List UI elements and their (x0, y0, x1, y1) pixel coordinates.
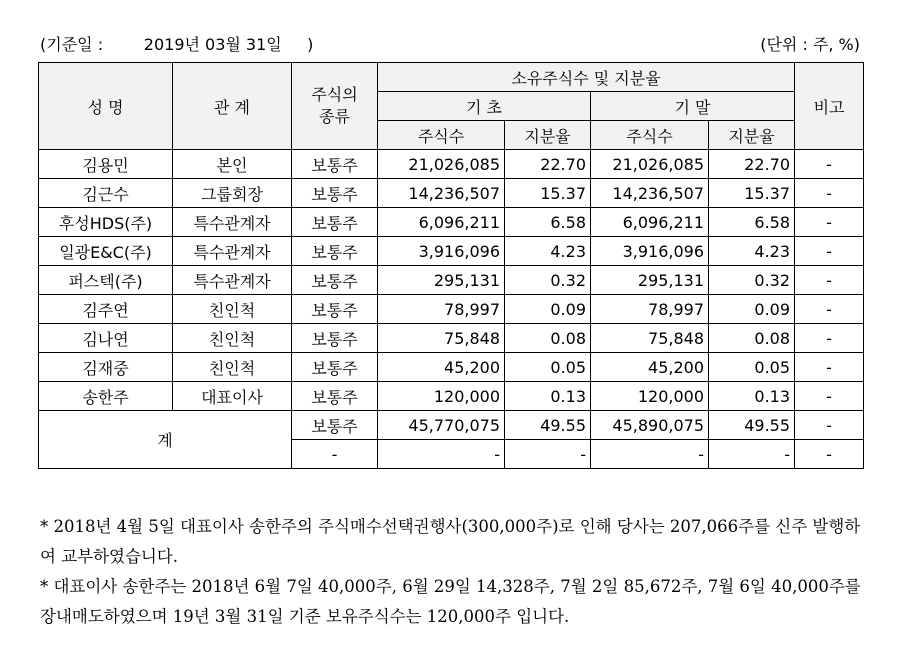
cell-begin-ratio: 0.32 (505, 266, 591, 295)
cell-relation: 특수관계자 (173, 237, 292, 266)
cell-begin-ratio: 0.08 (505, 324, 591, 353)
table-row (39, 179, 864, 208)
header-end-ratio: 지분율 (709, 121, 795, 150)
cell-remarks: - (795, 411, 864, 440)
table-row (39, 208, 864, 237)
header-holdings: 소유주식수 및 지분율 (378, 63, 795, 92)
cell-end-shares: 78,997 (591, 295, 709, 324)
cell-begin-ratio: 4.23 (505, 237, 591, 266)
cell-stock-type: 보통주 (292, 266, 378, 295)
cell-end-shares: 75,848 (591, 324, 709, 353)
cell-begin-ratio: 22.70 (505, 150, 591, 179)
cell-begin-ratio: 0.05 (505, 353, 591, 382)
cell-remarks: - (795, 150, 864, 179)
cell-relation: 그룹회장 (173, 179, 292, 208)
cell-stock-type: 보통주 (292, 208, 378, 237)
cell-remarks: - (795, 324, 864, 353)
cell-name: 김용민 (39, 150, 173, 179)
cell-remarks: - (795, 382, 864, 411)
cell-end-ratio: 49.55 (709, 411, 795, 440)
shareholding-table (38, 62, 864, 469)
cell-end-shares: 3,916,096 (591, 237, 709, 266)
cell-end-ratio: 6.58 (709, 208, 795, 237)
table-row (39, 266, 864, 295)
cell-stock-type: 보통주 (292, 295, 378, 324)
cell-begin-shares: 14,236,507 (378, 179, 505, 208)
cell-stock-type: 보통주 (292, 353, 378, 382)
cell-stock-type: 보통주 (292, 324, 378, 353)
cell-begin-ratio: 0.13 (505, 382, 591, 411)
header-end-shares: 주식수 (591, 121, 709, 150)
cell-name: 김나연 (39, 324, 173, 353)
cell-end-shares: - (591, 440, 709, 469)
cell-name: 일광E&C(주) (39, 237, 173, 266)
cell-name: 김주연 (39, 295, 173, 324)
cell-begin-shares: 45,770,075 (378, 411, 505, 440)
cell-remarks: - (795, 237, 864, 266)
cell-end-ratio: 0.13 (709, 382, 795, 411)
cell-stock-type: 보통주 (292, 237, 378, 266)
cell-stock-type: 보통주 (292, 411, 378, 440)
header-begin-shares: 주식수 (378, 121, 505, 150)
header-begin: 기 초 (378, 92, 591, 121)
cell-stock-type: 보통주 (292, 150, 378, 179)
cell-begin-ratio: 0.09 (505, 295, 591, 324)
unit-label: (단위 : 주, %) (760, 35, 860, 54)
cell-relation: 대표이사 (173, 382, 292, 411)
table-row (39, 150, 864, 179)
cell-remarks: - (795, 353, 864, 382)
table-row (39, 382, 864, 411)
cell-end-ratio: 4.23 (709, 237, 795, 266)
cell-name: 김근수 (39, 179, 173, 208)
header-end: 기 말 (591, 92, 795, 121)
table-row (39, 237, 864, 266)
cell-remarks: - (795, 440, 864, 469)
cell-begin-shares: 21,026,085 (378, 150, 505, 179)
header-stock-type: 주식의 종류 (292, 63, 378, 150)
cell-end-ratio: 15.37 (709, 179, 795, 208)
cell-begin-ratio: - (505, 440, 591, 469)
cell-relation: 본인 (173, 150, 292, 179)
cell-end-shares: 14,236,507 (591, 179, 709, 208)
cell-begin-shares: 78,997 (378, 295, 505, 324)
cell-end-shares: 120,000 (591, 382, 709, 411)
table-row (39, 295, 864, 324)
cell-relation: 특수관계자 (173, 266, 292, 295)
footnote: * 2018년 4월 5일 대표이사 송한주의 주식매수선택권행사(300,000주)로 인해 당사는 207,066주를 신주 발행하여 교부하였습니다. (40, 517, 861, 566)
cell-begin-shares: 75,848 (378, 324, 505, 353)
cell-end-ratio: 0.09 (709, 295, 795, 324)
cell-name: 김재중 (39, 353, 173, 382)
cell-remarks: - (795, 208, 864, 237)
cell-remarks: - (795, 266, 864, 295)
cell-begin-shares: 120,000 (378, 382, 505, 411)
header-name: 성 명 (39, 63, 173, 150)
cell-end-ratio: 0.08 (709, 324, 795, 353)
cell-stock-type: 보통주 (292, 179, 378, 208)
footnote: * 대표이사 송한주는 2018년 6월 7일 40,000주, 6월 29일 14,328주, 7월 2일 85,672주, 7월 6일 40,000주를 장내매도하였으며 19년 3월 31일 기준 보유주식수는 120,000주 입니다. (40, 577, 861, 626)
cell-remarks: - (795, 295, 864, 324)
cell-end-shares: 45,200 (591, 353, 709, 382)
header-remarks: 비고 (795, 63, 864, 150)
cell-end-shares: 45,890,075 (591, 411, 709, 440)
cell-begin-shares: - (378, 440, 505, 469)
table-row (39, 353, 864, 382)
cell-end-ratio: 22.70 (709, 150, 795, 179)
cell-end-ratio: 0.05 (709, 353, 795, 382)
cell-relation: 특수관계자 (173, 208, 292, 237)
cell-begin-shares: 3,916,096 (378, 237, 505, 266)
cell-stock-type: - (292, 440, 378, 469)
footnotes (40, 512, 870, 632)
header-relation: 관 계 (173, 63, 292, 150)
cell-end-shares: 6,096,211 (591, 208, 709, 237)
cell-begin-shares: 6,096,211 (378, 208, 505, 237)
header-begin-ratio: 지분율 (505, 121, 591, 150)
total-label: 계 (39, 411, 292, 469)
cell-remarks: - (795, 179, 864, 208)
cell-name: 퍼스텍(주) (39, 266, 173, 295)
total-row (39, 411, 864, 440)
cell-end-ratio: - (709, 440, 795, 469)
cell-relation: 친인척 (173, 295, 292, 324)
cell-begin-shares: 45,200 (378, 353, 505, 382)
cell-begin-ratio: 6.58 (505, 208, 591, 237)
cell-end-ratio: 0.32 (709, 266, 795, 295)
cell-name: 송한주 (39, 382, 173, 411)
cell-relation: 친인척 (173, 353, 292, 382)
cell-end-shares: 21,026,085 (591, 150, 709, 179)
base-date: (기준일 : 2019년 03월 31일 ) (40, 35, 314, 54)
cell-name: 후성HDS(주) (39, 208, 173, 237)
cell-begin-ratio: 49.55 (505, 411, 591, 440)
cell-begin-shares: 295,131 (378, 266, 505, 295)
cell-stock-type: 보통주 (292, 382, 378, 411)
cell-begin-ratio: 15.37 (505, 179, 591, 208)
cell-relation: 친인척 (173, 324, 292, 353)
table-row (39, 324, 864, 353)
cell-end-shares: 295,131 (591, 266, 709, 295)
